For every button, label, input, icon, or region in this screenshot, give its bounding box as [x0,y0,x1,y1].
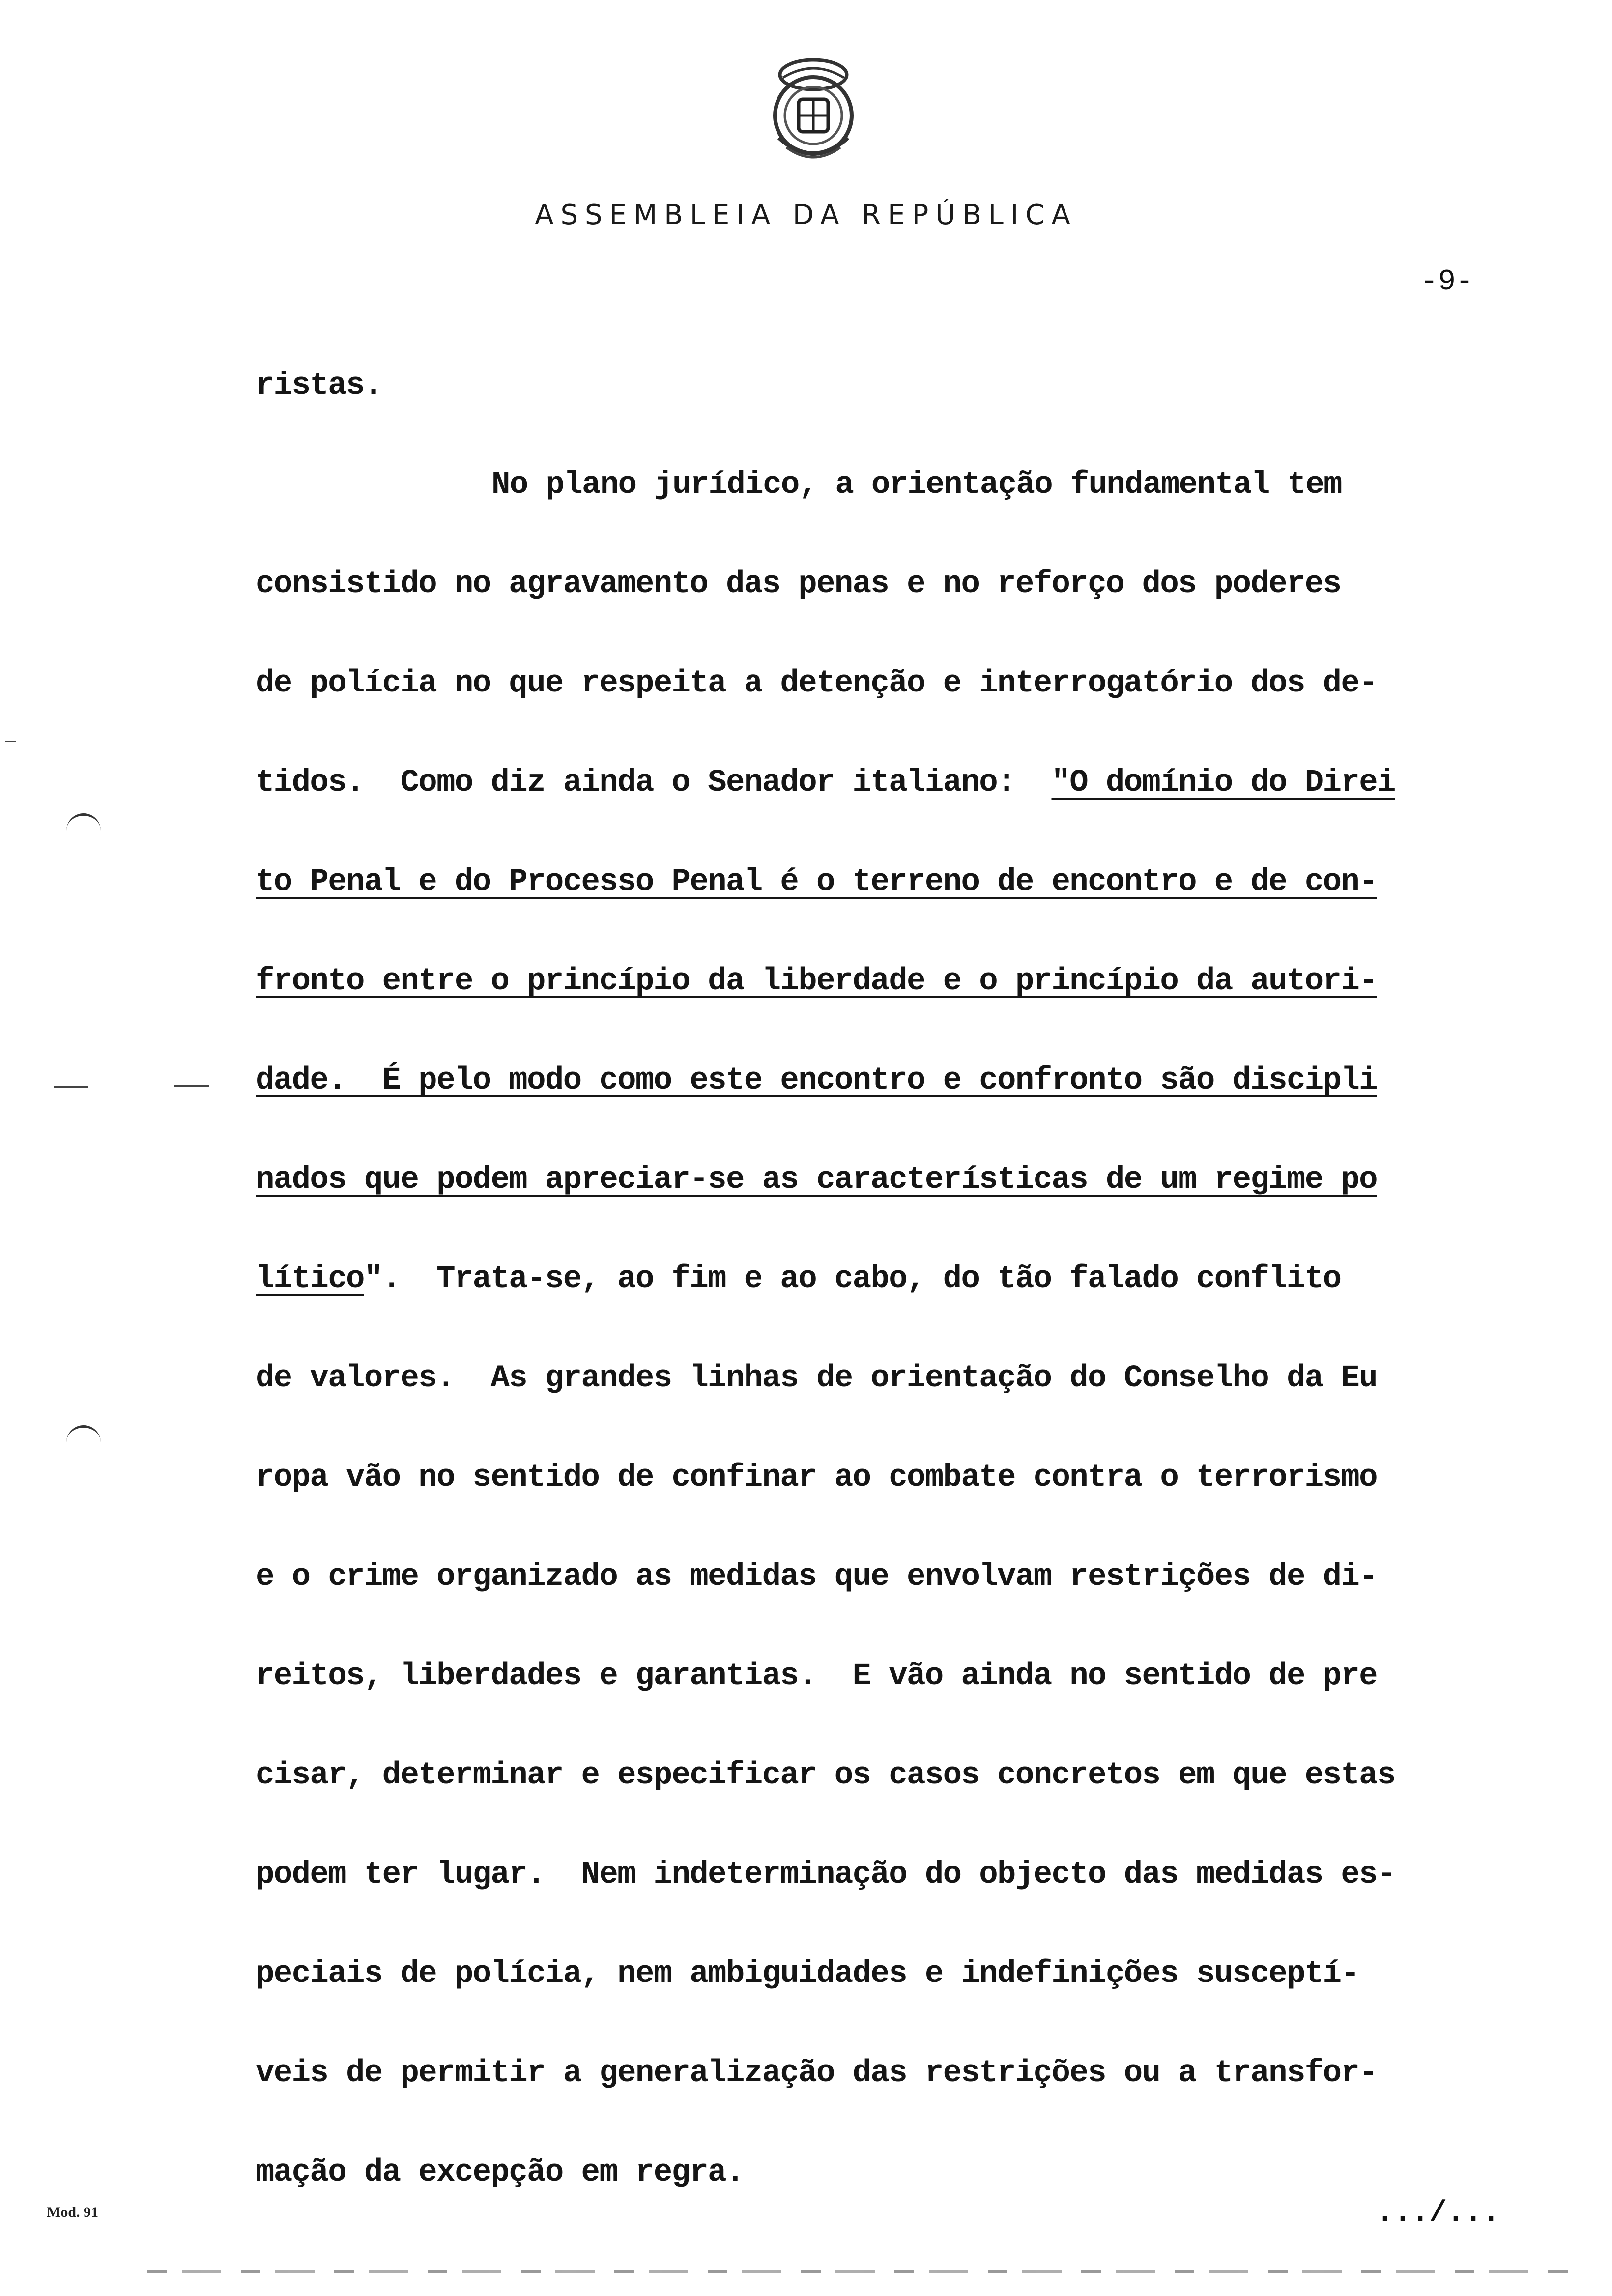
scan-mark [5,741,16,742]
scan-artifact [147,2270,1573,2273]
text-line: mação da excepção em regra. [256,2155,744,2190]
text-line: ristas. [256,368,382,403]
underlined-quote: lítico [256,1262,364,1297]
continuation-marker: .../... [1376,2197,1500,2230]
scan-mark [54,1086,88,1088]
underlined-quote-line: fronto entre o princípio da liberdade e o princípio da autori- [256,964,1377,999]
text-line [256,1257,1543,1356]
coat-of-arms-icon [759,54,867,172]
text-line: de polícia no que respeita a detenção e interrogatório dos de- [256,666,1377,701]
text-line: reitos, liberdades e garantias. E vão ainda no sentido de pre [256,1659,1377,1694]
scan-mark [174,1085,209,1087]
underlined-quote: "O domínio do Direi [1051,765,1395,801]
text-line: e o crime organizado as medidas que envolvam restrições de di- [256,1559,1377,1595]
text-segment: ". Trata-se, ao fim e ao cabo, do tão falado conflito [364,1262,1341,1297]
institution-name: ASSEMBLEIA DA REPÚBLICA [535,199,1077,231]
text-line: peciais de polícia, nem ambiguidades e indefinições susceptí- [256,1956,1359,1992]
text-line: No plano jurídico, a orientação fundamental tem [491,467,1342,503]
underlined-quote-line: nados que podem apreciar-se as características de um regime po [256,1162,1377,1198]
text-line: ropa vão no sentido de confinar ao combate contra o terrorismo [256,1460,1377,1495]
text-line: cisar, determinar e especificar os casos concretos em que estas [256,1758,1395,1793]
text-line: podem ter lugar. Nem indeterminação do objecto das medidas es- [256,1857,1395,1893]
margin-mark [66,813,101,831]
text-line: consistido no agravamento das penas e no reforço dos poderes [256,567,1341,602]
text-line: veis de permitir a generalização das restrições ou a transfor- [256,2056,1377,2091]
text-line: de valores. As grandes linhas de orientação do Conselho da Eu [256,1361,1377,1396]
text-segment: tidos. Como diz ainda o Senador italiano: [256,765,1052,801]
margin-mark [66,1425,101,1442]
text-line [256,761,1543,860]
underlined-quote-line: dade. É pelo modo como este encontro e confronto são discipli [256,1063,1377,1098]
underlined-quote-line: to Penal e do Processo Penal é o terreno de encontro e de con- [256,864,1377,900]
form-code: Mod. 91 [47,2204,98,2220]
body-text [256,364,1543,2250]
page-number: -9- [1420,265,1474,299]
